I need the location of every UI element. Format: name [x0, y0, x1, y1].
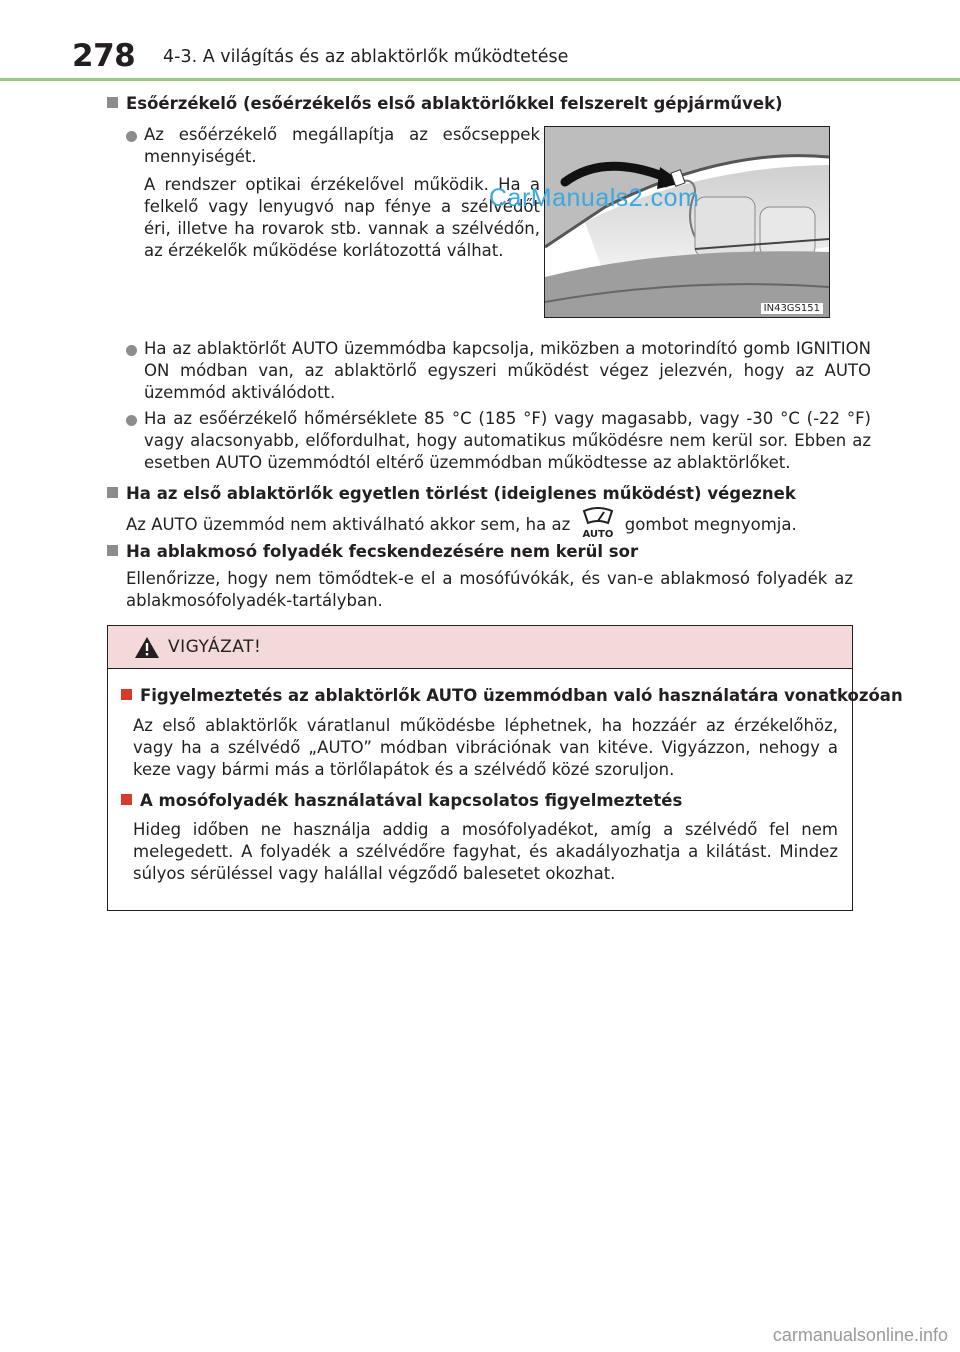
warning-item-1-text: Az első ablaktörlők váratlanul működésbe léphetnek, ha hozzáér az érzékelőhöz, vagy ha a szélvédő „AUTO” módban vibrációnak van kitéve. Vigyázzon, nehogy a keze vagy bármi más a törlőlapátok és a szélvédő közé szoruljon. — [133, 716, 838, 779]
round-bullet-icon — [126, 345, 137, 356]
warning-header — [108, 626, 852, 669]
warning-item-1-heading: Figyelmeztetés az ablaktörlők AUTO üzemmódban való használatára vonatkozóan — [121, 686, 903, 705]
round-bullet-icon — [126, 131, 137, 142]
single-wipe-text-before: Az AUTO üzemmód nem aktiválható akkor sem, ha az — [126, 515, 571, 534]
rain-bullet-1-text: Az esőérzékelő megállapítja az esőcseppek mennyiségét. — [144, 125, 540, 166]
figure-code: IN43GS151 — [761, 303, 823, 314]
single-wipe-text — [126, 510, 853, 540]
rain-bullet-3 — [126, 408, 871, 474]
red-square-bullet-icon — [121, 794, 132, 805]
square-bullet-icon — [107, 487, 118, 498]
rain-bullet-3-text: Ha az esőérzékelő hőmérséklete 85 °C (185 °F) vagy magasabb, vagy -30 °C (-22 °F) vagy alacsonyabb, előfordulhat, hogy automatikus működésre nem kerül sor. Ebben az esetben AUTO üzemmódtól eltérő üzemmódban működtesse az ablaktörlőket. — [144, 409, 871, 472]
square-bullet-icon — [107, 545, 118, 556]
rain-bullet-1 — [126, 124, 540, 262]
rain-sensor-heading: Esőérzékelő (esőérzékelős első ablaktörlőkkel felszerelt gépjárművek) — [107, 94, 783, 113]
header-rule — [0, 78, 960, 81]
washer-heading: Ha ablakmosó folyadék fecskendezésére nem kerül sor — [107, 542, 638, 561]
warning-item-2-text: Hideg időben ne használja addig a mosófolyadékot, amíg a szélvédő fel nem melegedett. A folyadék a szélvédőre fagyhat, és akadályozhatja a kilátást. Mindez súlyos sérüléssel vagy halállal végződő balesetet okozhat. — [133, 820, 838, 883]
single-wipe-heading: Ha az első ablaktörlők egyetlen törlést (ideiglenes működést) végeznek — [107, 484, 796, 503]
footer-watermark: carmanualsonline.info — [772, 1325, 948, 1345]
page-header — [72, 38, 892, 78]
square-bullet-icon — [107, 97, 118, 108]
rain-bullet-2-text: Ha az ablaktörlőt AUTO üzemmódba kapcsolja, miközben a motorindító gomb IGNITION ON módban van, az ablaktörlő egyszeri működést végez jelezvén, hogy az AUTO üzemmód aktiválódott. — [144, 339, 871, 402]
round-bullet-icon — [126, 415, 137, 426]
washer-text: Ellenőrizze, hogy nem tömődtek-e el a mosófúvókák, és van-e ablakmosó folyadék az ablakmosófolyadék-tartályban. — [126, 569, 853, 610]
chapter-title: 4-3. A világítás és az ablaktörlők működtetése — [163, 47, 569, 67]
auto-wiper-icon — [580, 510, 616, 540]
windshield-figure — [544, 126, 830, 318]
windshield-illustration — [545, 127, 829, 317]
single-wipe-text-after: gombot megnyomja. — [624, 515, 797, 534]
watermark: CarManuals2.com — [489, 184, 700, 212]
rain-bullet-1-note: A rendszer optikai érzékelővel működik. Ha a felkelő vagy lenyugvó nap fénye a szélvédőt éri, illetve ha rovarok stb. vannak a szélvédőn, az érzékelők működése korlátozottá válhat. — [144, 175, 540, 260]
page-number: 278 — [72, 38, 136, 74]
auto-icon-label: AUTO — [582, 529, 614, 540]
warning-item-2-heading: A mosófolyadék használatával kapcsolatos figyelmeztetés — [121, 791, 682, 810]
rain-bullet-2 — [126, 338, 871, 404]
red-square-bullet-icon — [121, 689, 132, 700]
warning-triangle-icon — [134, 636, 160, 659]
warning-box — [107, 625, 903, 911]
warning-title: VIGYÁZAT! — [168, 637, 262, 657]
